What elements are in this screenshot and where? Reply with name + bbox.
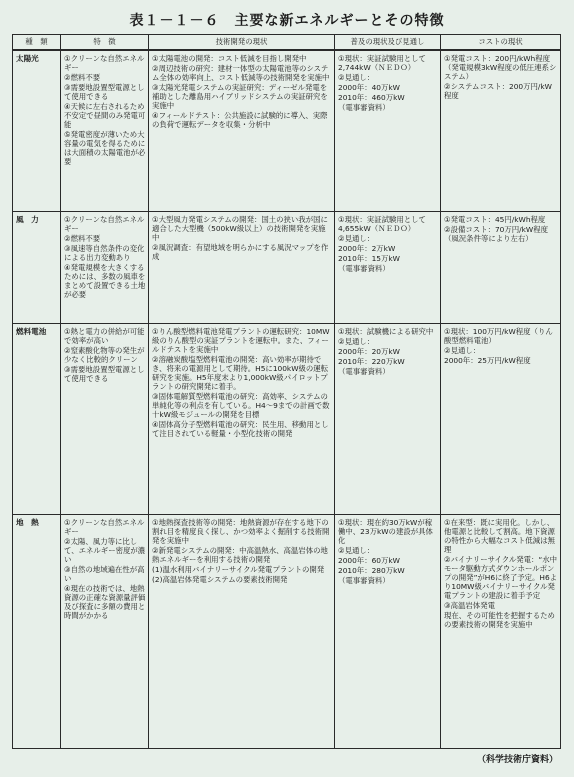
list-item: 2000年：20万kW [338,347,400,357]
list-item: 2010年：460万kW [338,93,405,103]
list-item: （電事審資料） [338,367,390,377]
list-item: (1)温水利用バイナリーサイクル発電プラントの開発 [152,565,325,575]
list-item: ①クリーンな自然エネルギー [64,518,145,537]
list-item: ②溶融炭酸塩型燃料電池の開発：高い効率が期待でき、将来の電源用として期待。H5に100kW級の運転研究を実施。H5年度末より1,000kW級パイロットプラントの研究開発に着手。 [152,355,329,392]
spread-cell [335,212,441,324]
list-item: ①クリーンな自然エネルギー [64,54,145,73]
list-item: （電事審資料） [338,576,390,586]
list-item: ②窒素酸化物等の発生が少なく比較的クリーン [64,346,145,365]
list-item: ①熱と電力の併給が可能で効率が高い [64,327,145,346]
list-item: ②設備コスト：70万円/kW程度（風況条件等により左右） [444,225,549,244]
list-item: ②燃料不要 [64,73,101,83]
list-item: ①りん酸型燃料電池発電プラントの運転研究：10MW級のりん酸型の実証プラントを運転中。また、フィールドテストを実施中 [152,327,330,355]
cost-cell [441,324,561,515]
list-item: ②見通し： [338,73,375,83]
features-cell [61,324,149,515]
list-item: 2000年：25万円/kW程度 [444,356,531,366]
row-name: 地 熱 [13,515,61,749]
list-item: （電事審資料） [338,103,390,113]
list-item: ②見通し： [338,337,375,347]
list-item: ②システムコスト：200万円/kW程度 [444,82,552,101]
header-cost: コストの現状 [441,35,561,51]
list-item: ④フィールドテスト：公共施設に試験的に導入、実際の負荷で運転データを収集・分析中 [152,111,328,130]
list-item: ③需要地設置型電源として使用できる [64,365,145,384]
list-item: ①現状：試験機による研究中 [338,327,434,336]
tech-cell [149,324,335,515]
list-item: ①現状：現在約30万kWが稼働中、23万kWの建設が具体化 [338,518,433,546]
cost-cell [441,50,561,212]
list-item: ①現状：100万円/kW程度（りん酸型燃料電池） [444,327,553,346]
list-item: ③風速等自然条件の変化による出力変動あり [64,244,145,263]
list-item: ①発電コスト：45円/kWh程度 [444,215,546,224]
list-item: ①大型風力発電システムの開発：国土の狭い我が国に適合した大型機（500kW級以上）の技術開発を実施中 [152,215,328,243]
tech-cell [149,212,335,324]
table-row [13,515,561,749]
table-row [13,212,561,324]
source-note: （科学技術庁資料） [476,755,558,765]
cost-cell [441,212,561,324]
header-tech: 技術開発の現状 [149,35,335,51]
list-item: ②見通し： [338,234,375,244]
header-spread: 普及の現状及び見通し [335,35,441,51]
list-item: ①在来型：既に実用化。しかし、他電源と比較して割高。地下資源の特性から大幅なコスト低減は無理 [444,518,555,555]
list-item: 2010年：220万kW [338,357,405,367]
list-item: ①地熱探査技術等の開発：地熱資源が存在する地下の割れ目を精度良く探し、かつ効率よく掘削する技術開発を実施中 [152,518,330,546]
list-item: ④発電規模を大きくするためには、多数の風車をまとめて設置できる土地が必要 [64,263,146,300]
list-item: ②風況調査：有望地域を明らかにする風況マップを作成 [152,243,329,262]
list-item: ③太陽光発電システムの実証研究：ディーゼル発電を補助とした離島用ハイブリッドシステムの実証研究を実施中 [152,83,328,111]
list-item: ⑤発電密度が薄いため大容量の電気を得るためには大面積の太陽電池が必要 [64,130,146,167]
energy-table [12,34,561,749]
list-item: ①太陽電池の開発：コスト低減を目指し開発中 [152,54,307,63]
list-item: ④天候に左右されるため不安定で昼間のみ発電可能 [64,102,146,130]
list-item: ③需要地設置型電源として使用できる [64,83,145,102]
spread-cell [335,324,441,515]
header-type: 種 類 [13,35,61,51]
list-item: ②燃料不要 [64,234,101,244]
list-item: 現在、その可能性を把握するための要素技術の開発を実施中 [444,611,555,630]
row-name: 燃料電池 [13,324,61,515]
list-item: ①現状：実証試験用として4,655kW（ＮＥＤＯ） [338,215,426,234]
cost-cell [441,515,561,749]
list-item: 2010年：15万kW [338,254,400,264]
table-row [13,50,561,212]
list-item: ②新発電システムの開発：中高温熱水、高温岩体の地熱エネルギーを利用する技術の開発 [152,546,328,565]
spread-cell [335,515,441,749]
list-item: ②太陽、風力等に比して、エネルギー密度が濃い [64,537,146,565]
header-features: 特 徴 [61,35,149,51]
tech-cell [149,50,335,212]
list-item: ③自然の地域遍在性が高い [64,565,145,584]
list-item: (2)高温岩体発電システムの要素技術開発 [152,575,288,585]
list-item: 2000年：60万kW [338,556,400,566]
list-item: ④固体高分子型燃料電池の研究：民生用、移動用として注目されている軽量・小型化技術の開発 [152,420,329,439]
table-row [13,324,561,515]
list-item: ③高温岩体発電 [444,601,495,611]
list-item: ①クリーンな自然エネルギー [64,215,145,234]
tech-cell [149,515,335,749]
spread-cell [335,50,441,212]
list-item: 2010年：280万kW [338,566,405,576]
list-item: 2000年：2万kW [338,244,396,254]
header-row [13,35,561,51]
list-item: ①発電コスト：200円/kWh程度（発電規模3kW程度の低圧連系システム） [444,54,557,82]
features-cell [61,50,149,212]
table-title: 表１－１－６ 主要な新エネルギーとその特徴 [129,13,445,29]
list-item: ③固体電解質型燃料電池の研究：高効率、システムの単純化等の利点を有している。H4～9までの計画で数十kW級モジュールの開発を目標 [152,392,330,420]
list-item: ②見通し： [338,546,375,556]
list-item: ②周辺技術の研究：建材一体型の太陽電池等のシステム全体の効率向上、コスト低減等の技術開発を実施中 [152,64,330,83]
list-item: ①現状：実証試験用として2,744kW（ＮＥＤＯ） [338,54,426,73]
list-item: ④現在の技術では、地熱資源の正確な資源量評価及び探査に多額の費用と時間がかかる [64,584,146,621]
list-item: ②バイナリーサイクル発電：“水中モータ駆動方式ダウンホールポンプの開発”がH6に終了予定。H6より10MW級バイナリーサイクル発電プラントの建設に着手予定 [444,555,558,601]
list-item: 2000年：40万kW [338,83,400,93]
features-cell [61,212,149,324]
list-item: （電事審資料） [338,264,390,274]
row-name: 太陽光 [13,50,61,212]
row-name: 風 力 [13,212,61,324]
features-cell [61,515,149,749]
list-item: ②見通し： [444,346,481,356]
